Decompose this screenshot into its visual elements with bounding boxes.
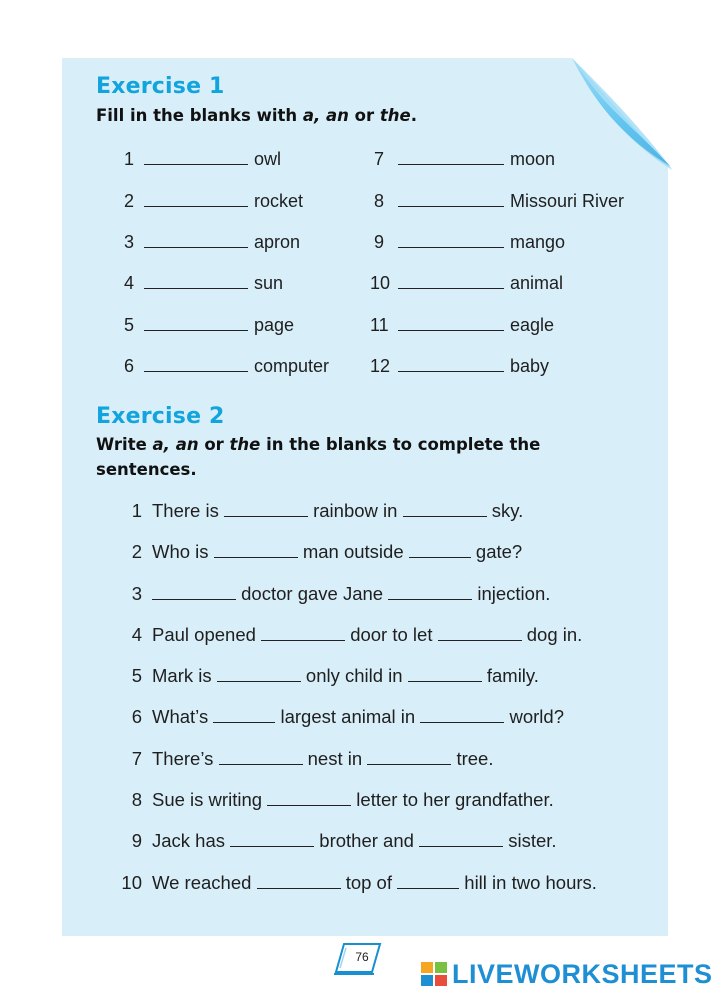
answer-blank[interactable] (398, 233, 504, 248)
exercise-2-title: Exercise 2 (96, 404, 225, 429)
ex1-item: 11 eagle (370, 315, 555, 335)
answer-blank[interactable] (419, 832, 503, 847)
answer-blank[interactable] (230, 832, 314, 847)
ex2-sentence: 3 doctor gave Jane injection. (131, 583, 551, 604)
exercise-1-instruction: Fill in the blanks with a, an or the. (96, 106, 417, 125)
answer-blank[interactable] (261, 626, 345, 641)
answer-blank[interactable] (398, 357, 504, 372)
ex2-sentence: 4 Paul opened door to let dog in. (131, 624, 583, 645)
answer-blank[interactable] (152, 585, 236, 600)
answer-blank[interactable] (367, 750, 451, 765)
ex2-sentence: 10 We reached top of hill in two hours. (121, 872, 597, 893)
answer-blank[interactable] (403, 502, 487, 517)
answer-blank[interactable] (213, 708, 275, 723)
ex2-sentence: 7 There’s nest in tree. (131, 748, 494, 769)
page-curl-decoration (562, 58, 672, 173)
answer-blank[interactable] (397, 874, 459, 889)
ex1-item: 4 sun (124, 273, 284, 293)
ex2-sentence: 9 Jack has brother and sister. (131, 830, 557, 851)
answer-blank[interactable] (224, 502, 308, 517)
answer-blank[interactable] (257, 874, 341, 889)
ex1-item: 10 animal (370, 273, 564, 293)
ex1-item: 7 moon (374, 149, 556, 169)
ex1-item: 1 owl (124, 149, 282, 169)
answer-blank[interactable] (144, 357, 248, 372)
answer-blank[interactable] (398, 150, 504, 165)
ex1-item: 5 page (124, 315, 295, 335)
ex2-sentence: 8 Sue is writing letter to her grandfather. (131, 789, 554, 810)
ex2-sentence: 6 What’s largest animal in world? (131, 706, 564, 727)
liveworksheets-logo (420, 956, 713, 992)
ex1-item: 8 Missouri River (374, 191, 625, 211)
answer-blank[interactable] (144, 233, 248, 248)
answer-blank[interactable] (420, 708, 504, 723)
ex1-item: 6 computer (124, 356, 330, 376)
exercise-1-title: Exercise 1 (96, 74, 225, 99)
answer-blank[interactable] (217, 667, 301, 682)
answer-blank[interactable] (144, 274, 248, 289)
exercise-2-instruction: Write a, an or the in the blanks to complete the sentences. (96, 435, 541, 479)
liveworksheets-logo-icon (420, 960, 448, 988)
ex2-sentence: 5 Mark is only child in family. (131, 665, 539, 686)
ex1-item: 12 baby (370, 356, 550, 376)
ex2-sentence: 2 Who is man outside gate? (131, 541, 523, 562)
ex2-sentence: 1 There is rainbow in sky. (131, 500, 524, 521)
answer-blank[interactable] (144, 150, 248, 165)
answer-blank[interactable] (388, 585, 472, 600)
ex1-item: 9 mango (374, 232, 566, 252)
answer-blank[interactable] (144, 316, 248, 331)
ex1-item: 2 rocket (124, 191, 304, 211)
page-number: 76 (355, 950, 369, 964)
ex1-item: 3 apron (124, 232, 301, 252)
answer-blank[interactable] (398, 192, 504, 207)
answer-blank[interactable] (408, 667, 482, 682)
answer-blank[interactable] (398, 274, 504, 289)
answer-blank[interactable] (398, 316, 504, 331)
answer-blank[interactable] (219, 750, 303, 765)
logo-text: LIVEWORKSHEETS (452, 958, 713, 989)
answer-blank[interactable] (438, 626, 522, 641)
answer-blank[interactable] (144, 192, 248, 207)
answer-blank[interactable] (214, 543, 298, 558)
answer-blank[interactable] (409, 543, 471, 558)
answer-blank[interactable] (267, 791, 351, 806)
